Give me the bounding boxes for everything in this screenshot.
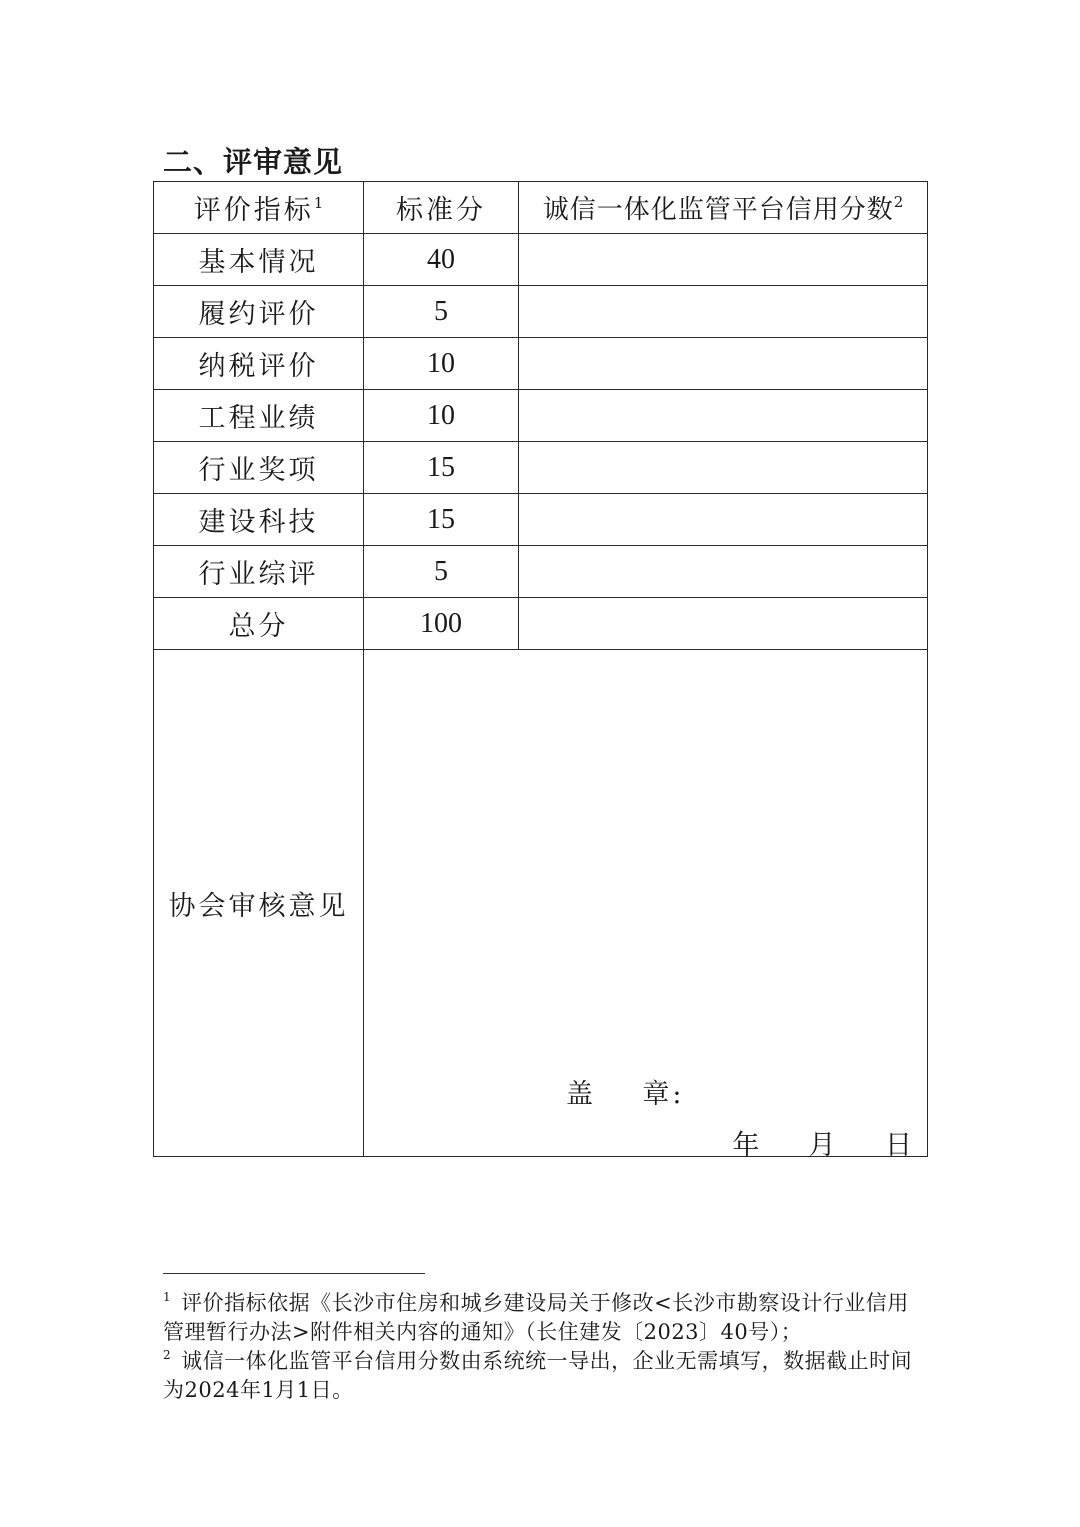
table-row xyxy=(154,338,928,390)
table-row xyxy=(154,234,928,286)
footnote-text-2: 诚信一体化监管平台信用分数由系统统一导出，企业无需填写，数据截止时间为2024年1月1日。 xyxy=(163,1349,913,1402)
row-standard-score-total: 100 xyxy=(364,598,519,650)
opinion-row xyxy=(154,650,928,1157)
footnote-text-1: 评价指标依据《长沙市住房和城乡建设局关于修改<长沙市勘察设计行业信用管理暂行办法>附件相关内容的通知》（长住建发〔2023〕40号）； xyxy=(163,1291,909,1344)
row-standard-score: 15 xyxy=(364,442,519,494)
header-platform-score: 诚信一体化监管平台信用分数$^2$ xyxy=(519,182,928,234)
row-platform-score[interactable] xyxy=(519,494,928,546)
row-indicator-total: 总分 xyxy=(154,598,364,650)
row-standard-score: 10 xyxy=(364,390,519,442)
row-platform-score[interactable] xyxy=(519,234,928,286)
row-platform-score[interactable] xyxy=(519,286,928,338)
opinion-field[interactable] xyxy=(364,650,928,1161)
row-standard-score: 15 xyxy=(364,494,519,546)
row-indicator: 工程业绩 xyxy=(154,390,364,442)
row-indicator: 行业奖项 xyxy=(154,442,364,494)
stamp-label: 盖 章: xyxy=(566,1079,685,1110)
row-standard-score: 40 xyxy=(364,234,519,286)
row-platform-score[interactable] xyxy=(519,338,928,390)
footnote-2 xyxy=(163,1341,923,1405)
footnote-1 xyxy=(163,1283,923,1347)
row-platform-score[interactable] xyxy=(519,442,928,494)
section-title: 二、评审意见 xyxy=(163,145,344,179)
row-platform-score[interactable] xyxy=(519,390,928,442)
footnote-ref-2: 2 xyxy=(893,193,904,211)
row-indicator: 基本情况 xyxy=(154,234,364,286)
table-row-total xyxy=(154,598,928,650)
table-header-row xyxy=(154,182,928,234)
row-standard-score: 10 xyxy=(364,338,519,390)
footnote-mark-1: 1 xyxy=(163,1290,172,1304)
opinion-label: 协会审核意见 xyxy=(154,650,364,1157)
review-table xyxy=(153,181,928,1161)
row-platform-score[interactable] xyxy=(519,546,928,598)
table-row xyxy=(154,494,928,546)
table-row xyxy=(154,442,928,494)
date-label: 年 月 日 xyxy=(732,1130,915,1161)
header-indicator: 评价指标$^1$ xyxy=(154,182,364,234)
row-standard-score: 5 xyxy=(364,546,519,598)
table-row xyxy=(154,546,928,598)
table-row xyxy=(154,390,928,442)
row-indicator: 建设科技 xyxy=(154,494,364,546)
table-row xyxy=(154,286,928,338)
row-platform-score-total[interactable] xyxy=(519,598,928,650)
row-indicator: 行业综评 xyxy=(154,546,364,598)
header-standard: 标准分 xyxy=(364,182,519,234)
row-indicator: 纳税评价 xyxy=(154,338,364,390)
row-indicator: 履约评价 xyxy=(154,286,364,338)
footnote-divider xyxy=(163,1273,425,1274)
footnote-ref-1: 1 xyxy=(313,194,324,212)
row-standard-score: 5 xyxy=(364,286,519,338)
footnote-mark-2: 2 xyxy=(163,1348,172,1362)
